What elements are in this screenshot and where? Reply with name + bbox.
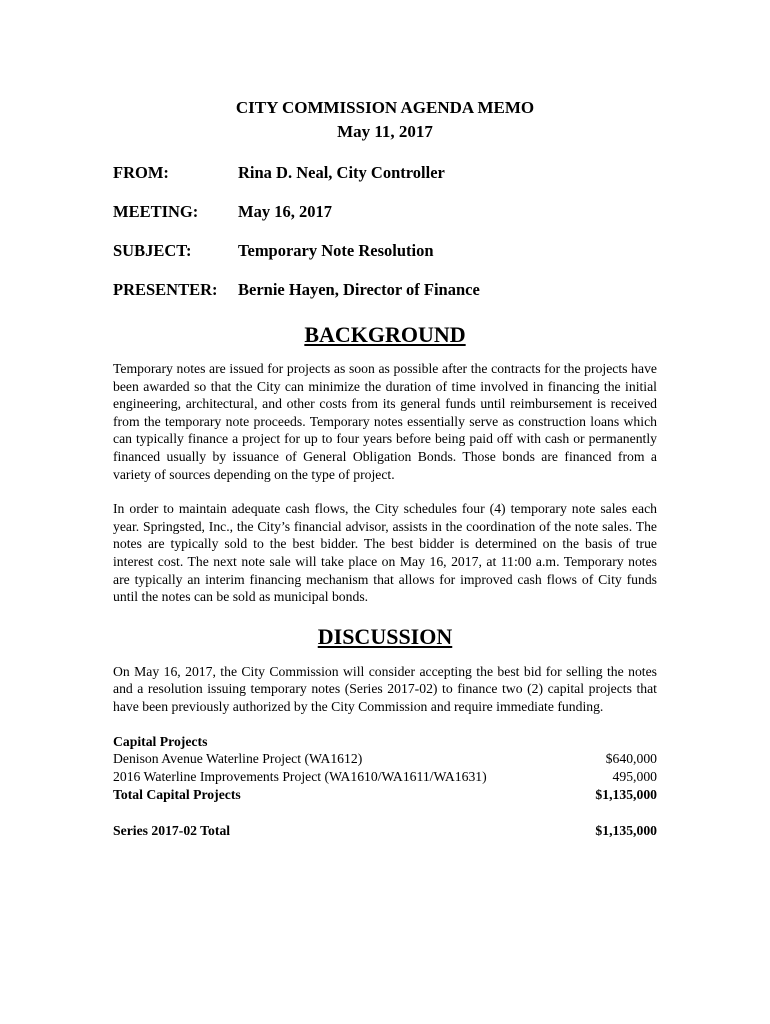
- background-heading: BACKGROUND: [304, 322, 466, 347]
- presenter-label: PRESENTER:: [113, 280, 218, 299]
- project-amount: $640,000: [605, 751, 657, 767]
- meeting-value: May 16, 2017: [238, 202, 332, 221]
- from-row: [113, 163, 657, 183]
- discussion-heading: DISCUSSION: [317, 623, 453, 649]
- project-row: [113, 750, 657, 768]
- project-name: Denison Avenue Waterline Project (WA1612): [113, 751, 363, 767]
- background-paragraph-1: Temporary notes are issued for projects as soon as possible after the contracts for the projects have been awarded so that the City can minimize the duration of time involved in financing the initial engineering, architectural, and other costs from its general funds until reimbursement is received from the temporary note proceeds. Temporary notes essentially serve as construction loans which can typically finance a project for up to four years before being paid off with cash or permanently financed usually by issuance of General Obligation Bonds. Those bonds are financed from a variety of sources depending on the type of project.: [113, 361, 657, 482]
- presenter-value: Bernie Hayen, Director of Finance: [238, 280, 480, 299]
- presenter-row: [113, 280, 657, 300]
- total-capital-projects-label: Total Capital Projects: [113, 786, 241, 802]
- discussion-paragraph: On May 16, 2017, the City Commission will consider accepting the best bid for selling the notes and a resolution issuing temporary notes (Series 2017-02) to finance two (2) capital projects that have been previously authorized by the City Commission and require immediate funding.: [113, 663, 657, 714]
- series-total-label: Series 2017-02 Total: [113, 822, 231, 838]
- project-row: [113, 768, 657, 786]
- project-amount: 495,000: [612, 769, 657, 785]
- subject-label: SUBJECT:: [113, 241, 192, 260]
- meeting-label: MEETING:: [113, 202, 199, 221]
- memo-header-fields: [113, 163, 657, 300]
- series-total-amount: $1,135,000: [595, 822, 657, 838]
- meeting-row: [113, 202, 657, 222]
- memo-date: May 11, 2017: [337, 122, 433, 141]
- total-capital-projects-row: [113, 786, 657, 804]
- memo-page: [113, 96, 657, 839]
- subject-row: [113, 241, 657, 261]
- background-paragraph-2: In order to maintain adequate cash flows, the City schedules four (4) temporary note sales each year. Springsted, Inc., the City’s financial advisor, assists in the coordination of the note sales. The notes are typically sold to the best bidder. The best bidder is determined on the basis of true interest cost. The next note sale will take place on May 16, 2017, at 11:00 a.m. Temporary notes are typically an interim financing mechanism that allows for improved cash flows of City funds until the notes can be sold as municipal bonds.: [113, 501, 657, 605]
- capital-projects-table: [113, 733, 657, 804]
- series-total-row: [113, 822, 657, 840]
- memo-title: CITY COMMISSION AGENDA MEMO: [235, 98, 535, 117]
- subject-value: Temporary Note Resolution: [238, 241, 434, 260]
- project-name: 2016 Waterline Improvements Project (WA1610/WA1611/WA1631): [113, 769, 487, 785]
- from-label: FROM:: [113, 163, 169, 182]
- total-capital-projects-amount: $1,135,000: [595, 786, 657, 802]
- from-value: Rina D. Neal, City Controller: [238, 163, 445, 182]
- capital-projects-heading: Capital Projects: [113, 733, 208, 749]
